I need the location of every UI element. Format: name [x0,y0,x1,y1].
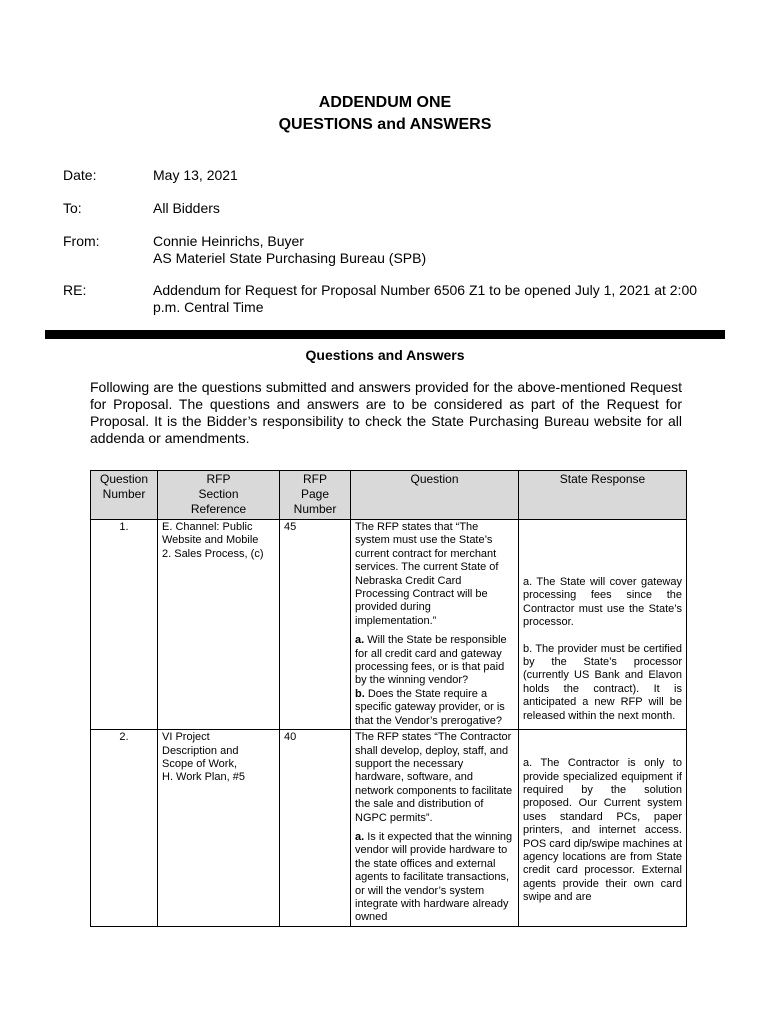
section-divider [45,330,725,339]
question-intro: The RFP states “The Contractor shall develop, deploy, staff, and support the necessary hardware, software, and network components to facilitate the sale and distribution of NGPC permits”. [355,731,513,824]
date-value: May 13, 2021 [153,167,238,183]
date-label: Date: [63,167,97,183]
questions-answers-table [90,470,687,927]
state-response-cell [519,730,687,927]
state-response-cell [519,520,687,730]
to-label: To: [63,200,82,216]
section-reference-cell: E. Channel: Public Website and Mobile 2. Sales Process, (c) [158,520,280,730]
page-number-cell: 40 [280,730,351,927]
table-row [91,730,687,927]
table-row [91,520,687,730]
question-cell [351,730,519,927]
col-header-question: Question [351,471,519,520]
col-header-page-number: RFP Page Number [280,471,351,520]
question-part-a: a. Will the State be responsible for all credit card and gateway processing fees, or is that paid by the winning vendor? [355,634,507,687]
to-value: All Bidders [153,200,220,216]
question-cell [351,520,519,730]
document-title-line2: QUESTIONS and ANSWERS [278,116,492,133]
response-part-a: a. The State will cover gateway processing fees since the Contractor must use the State’s processor. [523,576,682,629]
from-name: Connie Heinrichs, Buyer [153,233,304,249]
re-line1: Addendum for Request for Proposal Number 6506 Z1 to be opened July 1, 2021 at 2:00 [153,282,698,298]
section-heading: Questions and Answers [305,347,465,363]
page-number-cell: 45 [280,520,351,730]
response-part-b: b. The provider must be certified by the State’s processor (currently US Bank and Elavon holds the contract). It is anticipated a new RFP will be released within the next month. [523,642,682,722]
question-number-cell: 1. [91,520,158,730]
question-number-cell: 2. [91,730,158,927]
question-part-b: b. Does the State require a specific gateway provider, or is that the Vendor’s prerogative? [355,687,505,727]
question-part-a: a. Is it expected that the winning vendor will provide hardware to the state offices and external agents to facilitate transactions, or will the vendor’s system integrate with hardware already owned [355,830,513,924]
from-label: From: [63,233,100,249]
document-title-line1: ADDENDUM ONE [318,94,452,111]
from-org: AS Materiel State Purchasing Bureau (SPB) [153,250,427,266]
col-header-question-number: Question Number [91,471,158,520]
section-reference-cell: VI Project Description and Scope of Work, H. Work Plan, #5 [158,730,280,927]
table-header-row [91,471,687,520]
intro-paragraph: Following are the questions submitted and answers provided for the above-mentioned Request for Proposal. The questions and answers are to be considered as part of the Request for Proposal. It is the Bidder’s responsibility to check the State Purchasing Bureau website for all addenda or amendments. [90,379,682,446]
col-header-section-reference: RFP Section Reference [158,471,280,520]
re-line2: p.m. Central Time [153,299,264,315]
re-label: RE: [63,282,87,298]
response-part-a: a. The Contractor is only to provide specialized equipment if required by the solution proposed. Our Current system uses standard PCs, paper printers, and internet access. POS card dip/swipe machines at agency locations are from State credit card processor. External agents provide their own card swipe and are [523,757,682,904]
col-header-state-response: State Response [519,471,687,520]
question-intro: The RFP states that “The system must use the State’s current contract for merchant services. The current State of Nebraska Credit Card Processing Contract will be provided during implementation.” [355,521,499,627]
